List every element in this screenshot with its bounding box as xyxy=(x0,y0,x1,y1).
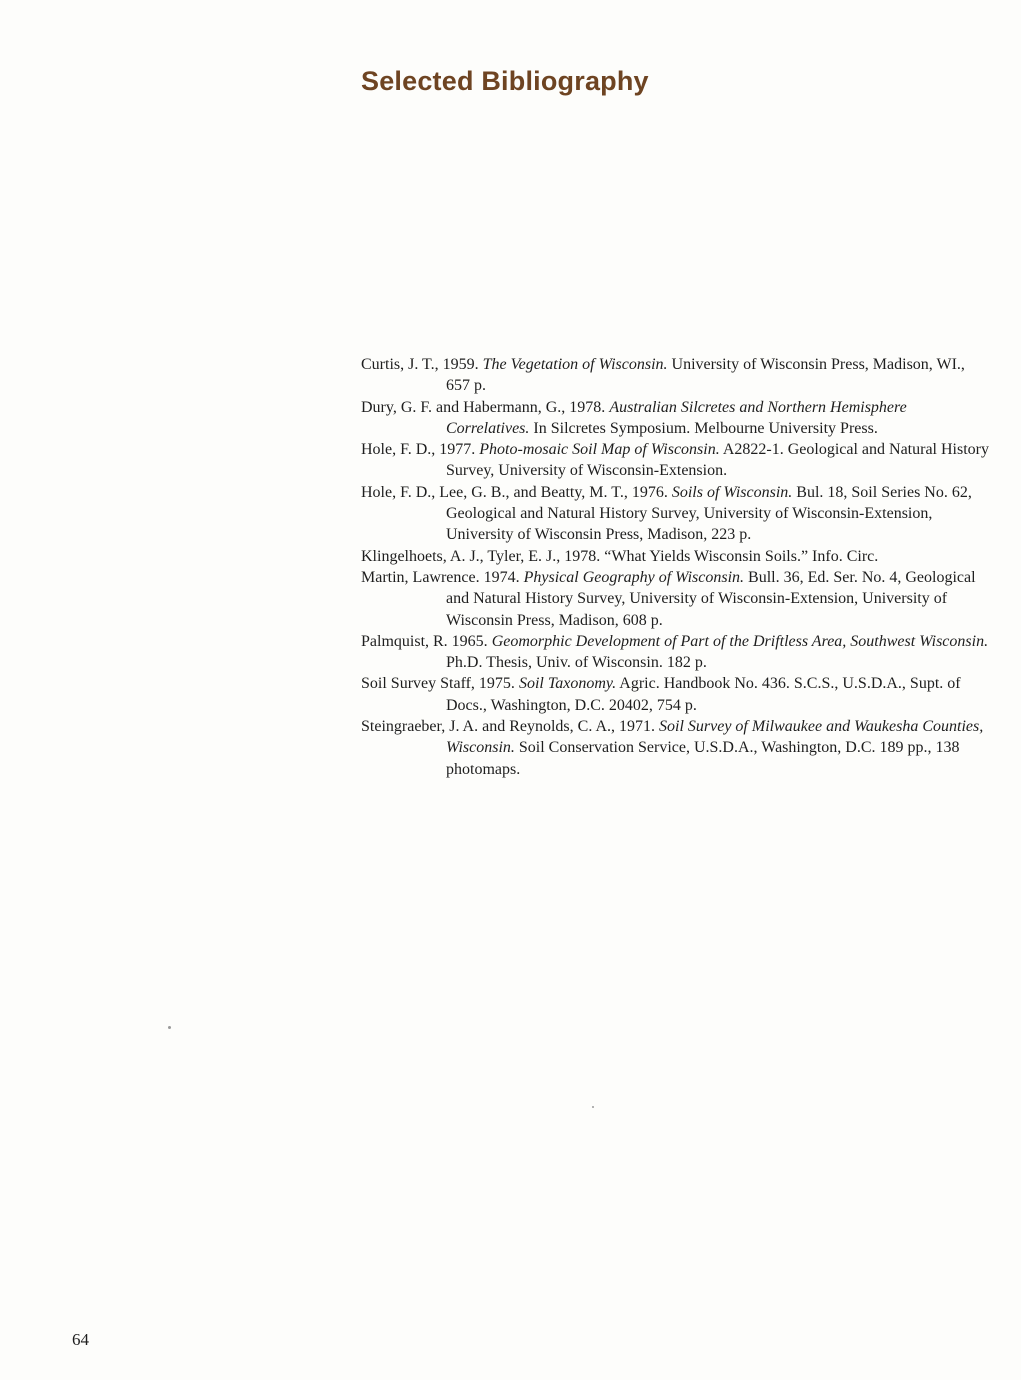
bibliography-entry xyxy=(361,482,991,546)
scan-speck xyxy=(592,1106,594,1108)
page-number: 64 xyxy=(72,1330,89,1349)
entry-authors: Steingraeber, J. A. and Reynolds, C. A., 1971. xyxy=(361,718,659,736)
bibliography-entry xyxy=(361,673,991,716)
entry-authors: Hole, F. D., 1977. xyxy=(361,441,480,459)
entry-authors: Hole, F. D., Lee, G. B., and Beatty, M. T., 1976. xyxy=(361,483,672,501)
bibliography-entry xyxy=(361,631,991,674)
entry-authors: Soil Survey Staff, 1975. xyxy=(361,675,519,693)
entry-title: Soil Taxonomy. xyxy=(518,675,617,693)
entry-details: Bull. 36, Ed. Ser. No. 4, Geological and Natural History Survey, University of Wisconsin-Extension, University of Wisconsin Press, Madison, 608 p. xyxy=(446,568,976,629)
page-title: Selected Bibliography xyxy=(361,66,649,96)
entry-authors: Martin, Lawrence. 1974. xyxy=(361,568,524,586)
bibliography-entry xyxy=(361,546,991,567)
entry-title: Soil Survey of Milwaukee and Waukesha Counties, Wisconsin. xyxy=(446,718,984,757)
bibliography-entry xyxy=(361,439,991,482)
bibliography-entry xyxy=(361,354,991,397)
entry-authors: Curtis, J. T., 1959. xyxy=(361,356,483,373)
entry-title: Soils of Wisconsin. xyxy=(671,483,793,501)
entry-details: University of Wisconsin Press, Madison, WI., 657 p. xyxy=(446,356,965,395)
entry-details: Agric. Handbook No. 436. S.C.S., U.S.D.A., Supt. of Docs., Washington, D.C. 20402, 754 p. xyxy=(446,675,961,714)
entry-details: A2822-1. Geological and Natural History Survey, University of Wisconsin-Extension. xyxy=(446,441,989,480)
bibliography-entry xyxy=(361,397,991,440)
scan-speck xyxy=(168,1026,171,1029)
entry-details: Bul. 18, Soil Series No. 62, Geological and Natural History Survey, University of Wisconsin-Extension, University of Wisconsin Press, Madison, 223 p. xyxy=(446,483,972,544)
entry-authors: Dury, G. F. and Habermann, G., 1978. xyxy=(361,398,610,416)
entry-title: Australian Silcretes and Northern Hemisphere Correlatives. xyxy=(446,398,907,437)
bibliography-entry xyxy=(361,567,991,631)
entry-details: In Silcretes Symposium. Melbourne University Press. xyxy=(529,419,878,437)
entry-authors: Klingelhoets, A. J., Tyler, E. J., 1978. “What Yields Wisconsin Soils.” Info. Circ. xyxy=(361,547,879,565)
entry-title: Geomorphic Development of Part of the Driftless Area, Southwest Wisconsin. xyxy=(491,632,989,650)
entry-details: Ph.D. Thesis, Univ. of Wisconsin. 182 p. xyxy=(446,654,707,672)
entry-title: The Vegetation of Wisconsin. xyxy=(482,356,668,373)
bibliography-entry xyxy=(361,716,991,780)
entry-details: Soil Conservation Service, U.S.D.A., Washington, D.C. 189 pp., 138 photomaps. xyxy=(446,739,960,778)
bibliography-list xyxy=(361,354,991,780)
entry-title: Photo-mosaic Soil Map of Wisconsin. xyxy=(479,441,720,459)
entry-title: Physical Geography of Wisconsin. xyxy=(523,568,745,586)
entry-authors: Palmquist, R. 1965. xyxy=(361,632,492,650)
